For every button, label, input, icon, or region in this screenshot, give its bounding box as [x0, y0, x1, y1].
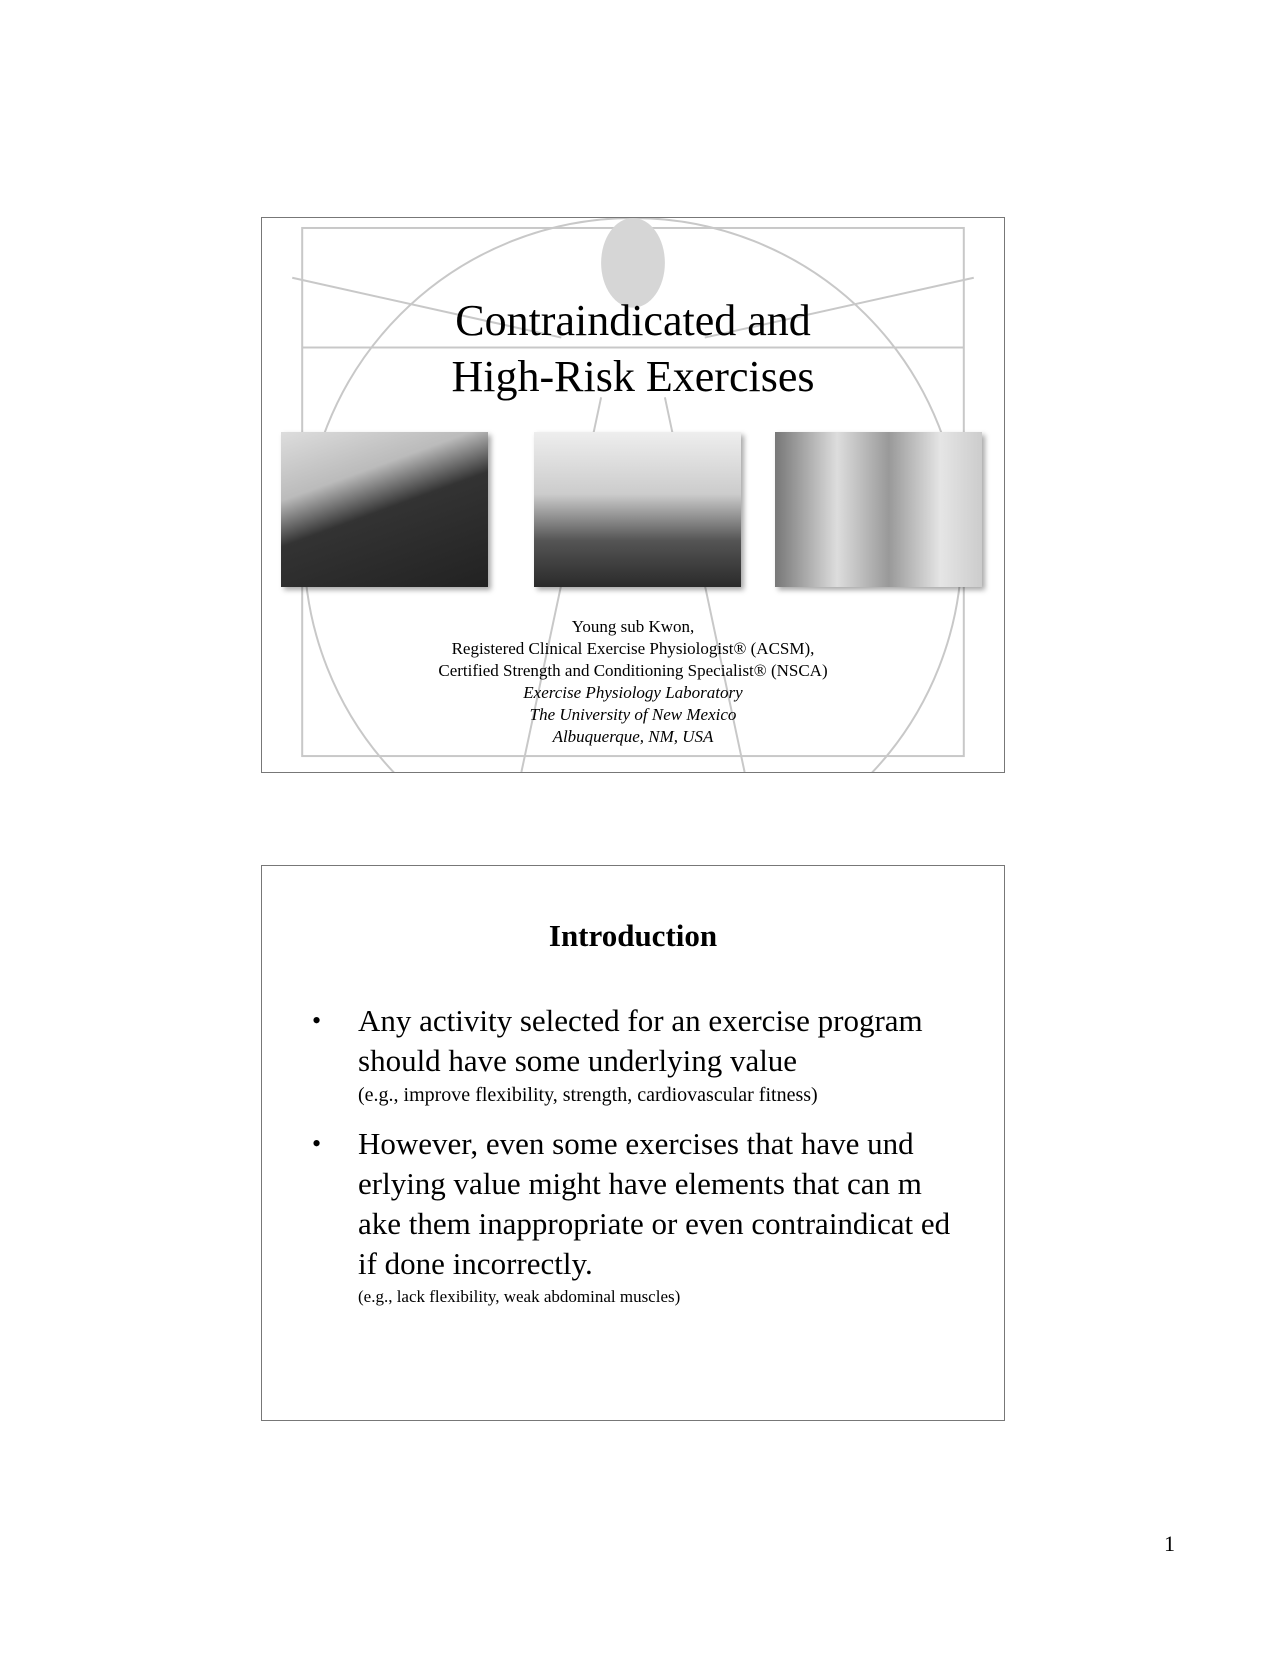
title-slide: [261, 217, 1005, 773]
introduction-slide: [261, 865, 1005, 1421]
title-line-1: Contraindicated and: [455, 296, 811, 345]
title-line-2: High-Risk Exercises: [451, 352, 815, 401]
exercise-photo-plough: [281, 432, 488, 587]
bullet-item: [312, 1124, 962, 1310]
exercise-photo-bent-over: [775, 432, 982, 587]
bullet-text: However, even some exercises that have und erlying value might have elements that can m ake them inappropriate or even contraindicat ed if done incorrectly.: [358, 1126, 951, 1281]
bullet-note: (e.g., improve flexibility, strength, cardiovascular fitness): [358, 1084, 818, 1106]
author-info: [262, 616, 1004, 748]
affiliation-location: Albuquerque, NM, USA: [552, 727, 714, 746]
bullet-item: [312, 1001, 962, 1109]
affiliation-university: The University of New Mexico: [529, 705, 737, 724]
bullet-marker: •: [312, 1006, 322, 1035]
bullet-note: (e.g., lack flexibility, weak abdominal muscles): [358, 1287, 681, 1306]
exercise-photo-situp: [534, 432, 741, 587]
author-credential: Registered Clinical Exercise Physiologist® (ACSM),: [451, 639, 815, 658]
page-number: 1: [1164, 1531, 1175, 1556]
slide-heading: Introduction: [548, 918, 718, 953]
slide-title: [262, 293, 1004, 405]
bullet-marker: •: [312, 1129, 322, 1158]
bullet-text: Any activity selected for an exercise program should have some underlying value: [358, 1003, 923, 1078]
affiliation-lab: Exercise Physiology Laboratory: [523, 683, 743, 702]
author-name: Young sub Kwon,: [571, 617, 695, 636]
author-credential: Certified Strength and Conditioning Specialist® (NSCA): [438, 661, 828, 680]
